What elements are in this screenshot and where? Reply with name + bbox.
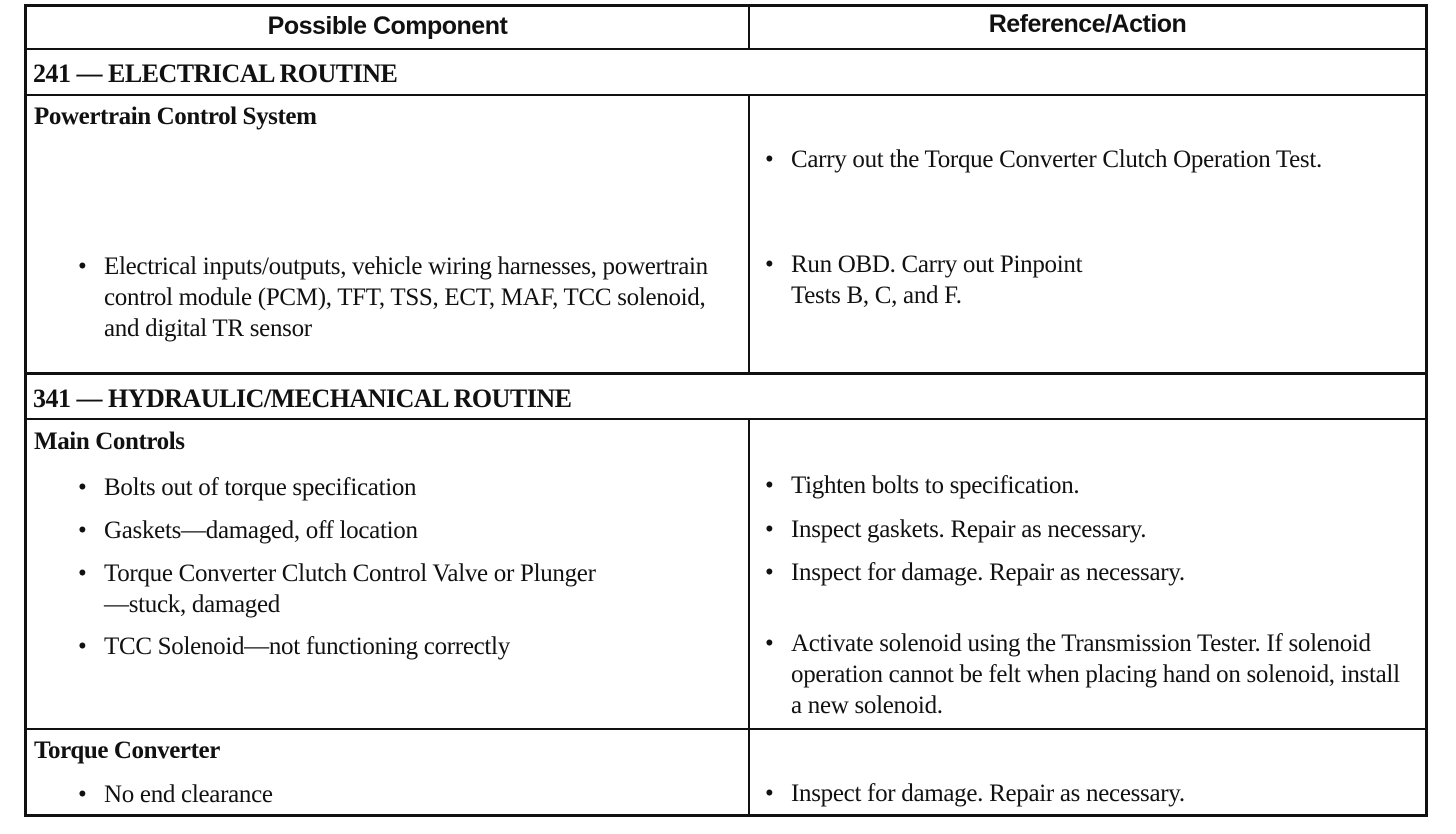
header-reference-action: Reference/Action [988, 10, 1187, 38]
action-item [765, 628, 1415, 721]
bullet-icon: • [765, 630, 774, 657]
bullet-icon: • [765, 780, 774, 807]
action-item [765, 144, 1405, 175]
header-divider [24, 48, 1428, 50]
bullet-icon: • [765, 559, 774, 586]
bullet-icon: • [765, 251, 774, 278]
bullet-icon: • [78, 781, 87, 808]
action-text: Inspect for damage. Repair as necessary. [791, 559, 1185, 586]
table-border-right [1425, 4, 1428, 817]
table-border-left [24, 4, 27, 817]
component-item [78, 472, 738, 503]
action-item [765, 557, 1405, 588]
header-possible-component: Possible Component [267, 12, 508, 40]
bullet-icon: • [765, 146, 774, 173]
component-text: TCC Solenoid—not functioning correctly [104, 633, 510, 660]
component-item [78, 251, 738, 344]
bullet-icon: • [78, 517, 87, 544]
action-item [765, 249, 1125, 311]
action-item [765, 470, 1405, 501]
component-text: Electrical inputs/outputs, vehicle wiring harnesses, powertrain control module (PCM), TFT, TSS, ECT, MAF, TCC solenoid, and digital TR sensor [104, 253, 708, 342]
section-title: 241 — ELECTRICAL ROUTINE [33, 59, 398, 88]
section-divider [24, 372, 1428, 375]
component-item [78, 558, 618, 620]
component-text: Torque Converter Clutch Control Valve or Plunger—stuck, damaged [104, 560, 596, 618]
bullet-icon: • [765, 516, 774, 543]
group-title: Main Controls [34, 428, 185, 455]
section-divider [24, 94, 1428, 96]
action-item [765, 514, 1405, 545]
action-text: Carry out the Torque Converter Clutch Operation Test. [791, 146, 1322, 173]
action-item [765, 778, 1405, 809]
section-title: 341 — HYDRAULIC/MECHANICAL ROUTINE [33, 384, 572, 413]
bullet-icon: • [78, 560, 87, 587]
component-text: Gaskets—damaged, off location [104, 517, 418, 544]
action-text: Inspect gaskets. Repair as necessary. [791, 516, 1147, 543]
section-divider [24, 418, 1428, 420]
component-text: Bolts out of torque specification [104, 474, 417, 501]
component-item [78, 779, 738, 810]
component-item [78, 631, 738, 662]
component-text: No end clearance [104, 781, 273, 808]
column-divider [748, 96, 750, 373]
table-border-top [24, 4, 1428, 7]
group-divider [24, 728, 1428, 730]
bullet-icon: • [78, 253, 87, 280]
action-text: Inspect for damage. Repair as necessary. [791, 780, 1185, 807]
action-text: Tighten bolts to specification. [791, 472, 1080, 499]
bullet-icon: • [78, 474, 87, 501]
table-border-bottom [24, 814, 1428, 817]
action-text: Run OBD. Carry out Pinpoint Tests B, C, and F. [791, 251, 1083, 309]
component-item [78, 515, 738, 546]
bullet-icon: • [78, 633, 87, 660]
column-divider [748, 420, 750, 817]
bullet-icon: • [765, 472, 774, 499]
group-title: Torque Converter [34, 737, 220, 764]
action-text: Activate solenoid using the Transmission Tester. If solenoid operation cannot be felt when placing hand on solenoid, install a new solenoid. [791, 630, 1400, 719]
group-title: Powertrain Control System [34, 103, 317, 130]
